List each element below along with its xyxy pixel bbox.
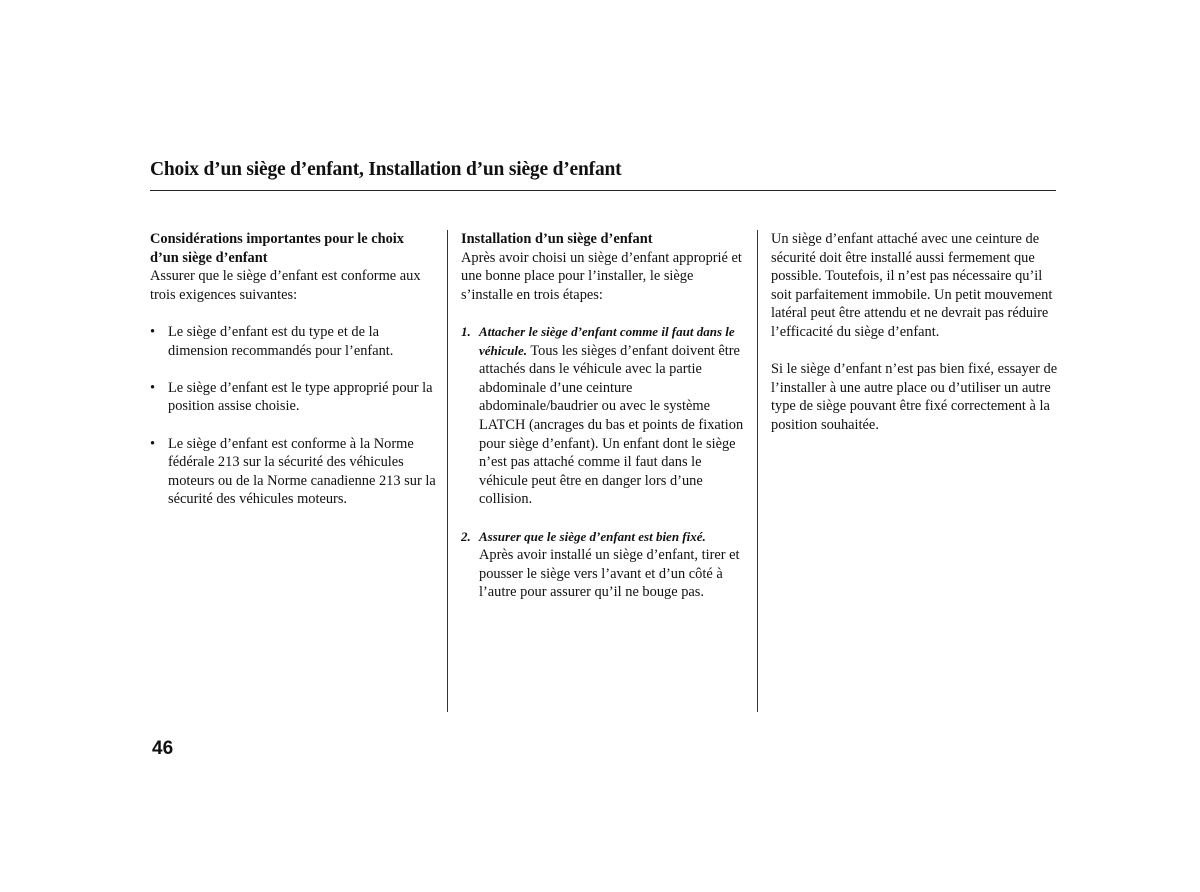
column-2: [461, 230, 747, 602]
paragraph-not-secure: Si le siège d’enfant n’est pas bien fixé, essayer de l’installer à une autre place ou d’utiliser un autre type de siège pouvant être fixé correctement à la position souhaitée.: [771, 361, 1058, 433]
bullet-text: Le siège d’enfant est conforme à la Norme fédérale 213 sur la sécurité des véhicules moteurs ou de la Norme canadienne 213 sur la sécurité des véhicules moteurs.: [168, 435, 436, 508]
step-text: Tous les sièges d’enfant doivent être attachés dans le véhicule avec la partie abdominale d’une ceinture abdominale/baudrier ou avec le système LATCH (ancrages du bas et points de fixation pour siège d’enfant). Un enfant dont le siège n’est pas attaché comme il faut dans le véhicule peut être en danger lors d’une collision.: [479, 342, 744, 508]
installation-intro: Après avoir choisi un siège d’enfant approprié et une bonne place pour l’installer, le siège s’installe en trois étapes:: [461, 249, 742, 303]
bullet-icon: •: [150, 435, 156, 452]
step-number: 2.: [461, 528, 471, 544]
section-heading-choice: [150, 230, 440, 267]
bullet-icon: •: [150, 323, 156, 340]
step-body: [479, 323, 747, 509]
heading-line-1: Considérations importantes pour le choix: [150, 231, 404, 247]
choice-intro: Assurer que le siège d’enfant est conforme aux trois exigences suivantes:: [150, 268, 421, 303]
step-lead: Attacher le siège d’enfant comme il faut dans le véhicule.: [479, 323, 735, 358]
page-number: 46: [152, 738, 174, 759]
step-2: [461, 528, 747, 602]
list-item: [150, 435, 440, 509]
list-item: [150, 379, 440, 416]
step-lead: Assurer que le siège d’enfant est bien fixé.: [479, 528, 706, 544]
column-1: [150, 230, 440, 509]
bullet-text: Le siège d’enfant est le type approprié pour la position assise choisie.: [168, 379, 433, 415]
step-1: [461, 323, 747, 509]
heading-line-2: d’un siège d’enfant: [150, 249, 268, 266]
column-divider-2: [757, 230, 758, 712]
step-text: Après avoir installé un siège d’enfant, tirer et pousser le siège vers l’avant et d’un côté à l’autre pour assurer qu’il ne bouge pas.: [479, 547, 740, 601]
column-3: [771, 230, 1061, 435]
step-number: 1.: [461, 323, 471, 339]
step-body: [479, 528, 747, 602]
bullet-text: Le siège d’enfant est du type et de la dimension recommandés pour l’enfant.: [168, 323, 394, 359]
column-divider-1: [447, 230, 448, 712]
paragraph-fastening: Un siège d’enfant attaché avec une ceinture de sécurité doit être installé aussi fermement que possible. Toutefois, il n’est pas nécessaire qu’il soit parfaitement immobile. Un petit mouvement latéral peut être attendu et ne devrait pas réduire l’efficacité du siège d’enfant.: [771, 231, 1053, 340]
bullet-icon: •: [150, 379, 156, 396]
page-title: Choix d’un siège d’enfant, Installation d’un siège d’enfant: [150, 159, 622, 180]
title-divider: [150, 190, 1056, 191]
section-heading-installation: Installation d’un siège d’enfant: [461, 231, 653, 247]
list-item: [150, 323, 440, 360]
